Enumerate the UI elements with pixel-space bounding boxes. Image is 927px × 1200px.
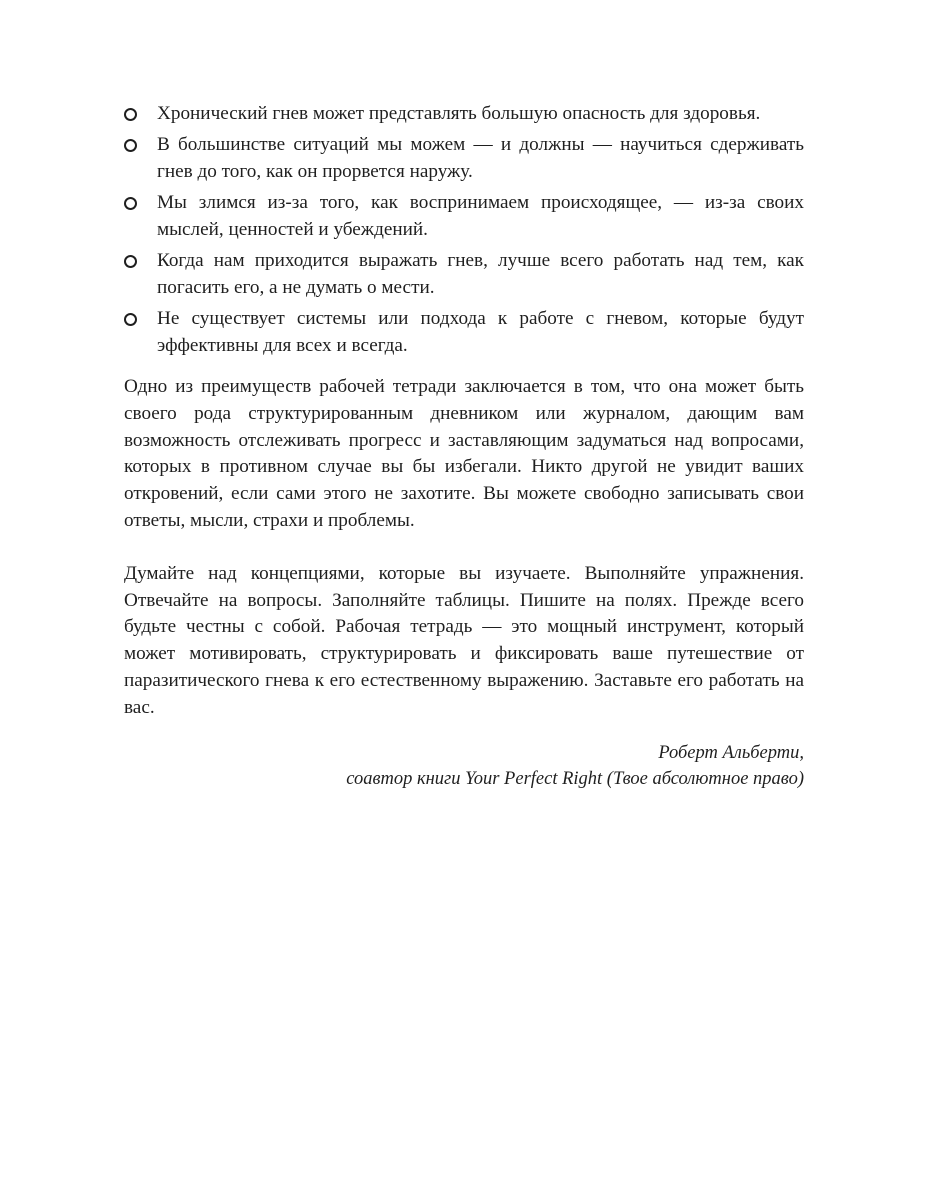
hollow-circle-icon <box>124 108 137 121</box>
list-item <box>124 100 804 127</box>
signature <box>124 740 804 792</box>
bullet-text: В большинстве ситуаций мы можем — и должны — научиться сдерживать гнев до того, как он прорвется наружу. <box>157 134 804 182</box>
list-item <box>124 247 804 301</box>
body-paragraph: Думайте над концепциями, которые вы изучаете. Выполняйте упражнения. Отвечайте на вопросы. Заполняйте таблицы. Пишите на полях. Прежде всего будьте честны с собой. Рабочая тетрадь — это мощный инструмент, который может мотивировать, структурировать и фиксировать ваше путешествие от паразитического гнева к его естественному выражению. Заставьте его работать на вас. <box>124 562 804 718</box>
bullet-text: Когда нам приходится выражать гнев, лучше всего работать над тем, как погасить его, а не думать о мести. <box>157 250 804 298</box>
signature-role: соавтор книги Your Perfect Right (Твое абсолютное право) <box>346 768 804 789</box>
bullet-text: Мы злимся из-за того, как воспринимаем происходящее, — из-за своих мыслей, ценностей и убеждений. <box>157 192 804 240</box>
hollow-circle-icon <box>124 197 137 210</box>
bullet-text: Не существует системы или подхода к работе с гневом, которые будут эффективны для всех и всегда. <box>157 308 804 356</box>
list-item <box>124 131 804 185</box>
list-item <box>124 189 804 243</box>
signature-name: Роберт Альберти, <box>658 742 804 763</box>
page-content <box>124 100 804 792</box>
hollow-circle-icon <box>124 139 137 152</box>
list-item <box>124 305 804 359</box>
bullet-text: Хронический гнев может представлять большую опасность для здоровья. <box>157 103 761 124</box>
hollow-circle-icon <box>124 255 137 268</box>
body-paragraph: Одно из преимуществ рабочей тетради заключается в том, что она может быть своего рода структурированным дневником или журналом, дающим вам возможность отслеживать прогресс и заставляющим задуматься над вопросами, которых в противном случае вы бы избегали. Никто другой не увидит ваших откровений, если сами этого не захотите. Вы можете свободно записывать свои ответы, мысли, страхи и проблемы. <box>124 376 804 531</box>
hollow-circle-icon <box>124 313 137 326</box>
bullet-list <box>124 100 804 359</box>
